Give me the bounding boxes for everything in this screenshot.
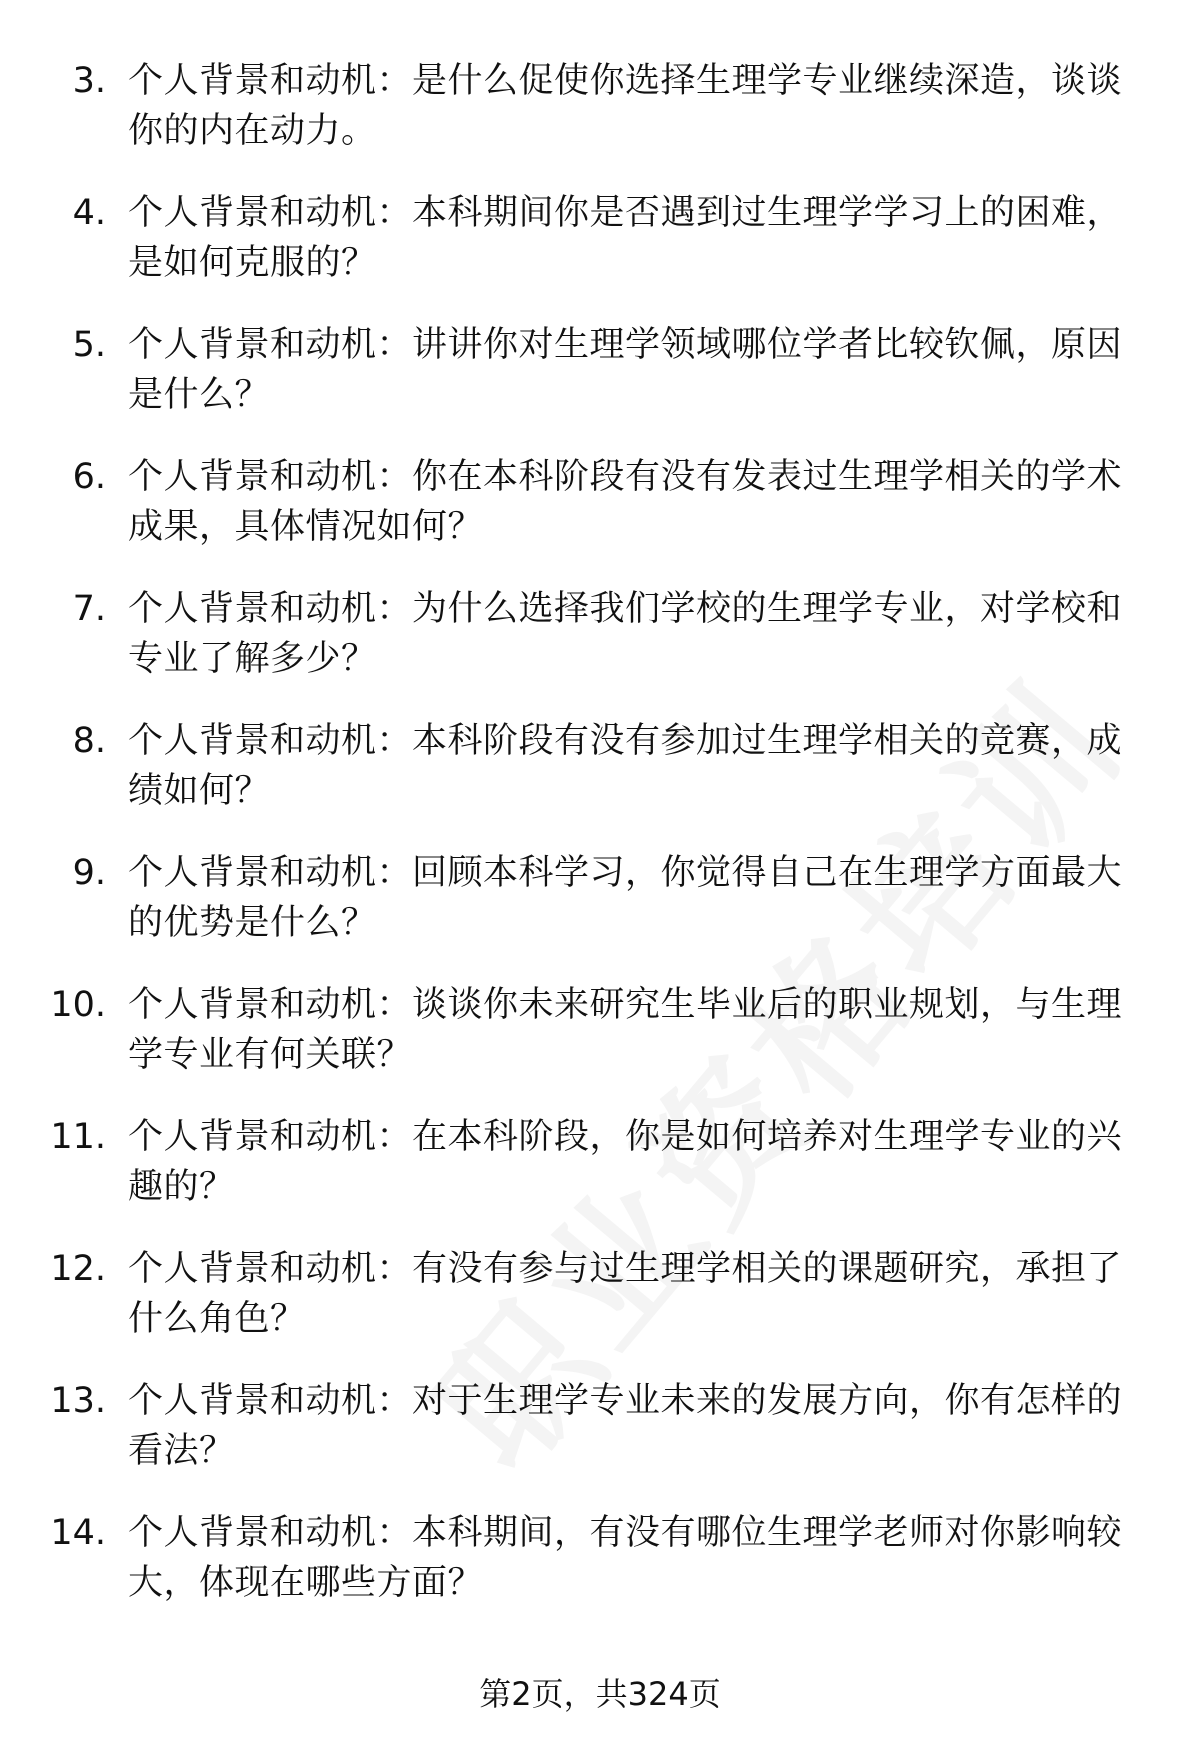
question-number: 7. xyxy=(72,589,106,629)
question-number: 11. xyxy=(50,1117,106,1157)
question-item xyxy=(0,584,1200,716)
question-text: 个人背景和动机：讲讲你对生理学领域哪位学者比较钦佩，原因是什么？ xyxy=(128,325,1123,415)
question-text: 个人背景和动机：本科阶段有没有参加过生理学相关的竞赛，成绩如何？ xyxy=(128,721,1123,811)
question-item xyxy=(0,56,1200,188)
question-item xyxy=(0,1112,1200,1244)
question-item xyxy=(0,320,1200,452)
question-text: 个人背景和动机：在本科阶段，你是如何培养对生理学专业的兴趣的？ xyxy=(128,1117,1123,1207)
question-item xyxy=(0,1508,1200,1640)
question-text: 个人背景和动机：有没有参与过生理学相关的课题研究，承担了什么角色？ xyxy=(128,1249,1123,1339)
question-text: 个人背景和动机：本科期间，有没有哪位生理学老师对你影响较大，体现在哪些方面？ xyxy=(128,1513,1123,1603)
question-item xyxy=(0,452,1200,584)
question-number: 4. xyxy=(72,193,106,233)
question-text: 个人背景和动机：对于生理学专业未来的发展方向，你有怎样的看法？ xyxy=(128,1381,1123,1471)
question-text: 个人背景和动机：你在本科阶段有没有发表过生理学相关的学术成果，具体情况如何？ xyxy=(128,457,1123,547)
question-number: 12. xyxy=(50,1249,106,1289)
question-number: 9. xyxy=(72,853,106,893)
question-text: 个人背景和动机：是什么促使你选择生理学专业继续深造，谈谈你的内在动力。 xyxy=(128,61,1123,151)
question-number: 6. xyxy=(72,457,106,497)
question-text: 个人背景和动机：为什么选择我们学校的生理学专业，对学校和专业了解多少？ xyxy=(128,589,1123,679)
question-number: 5. xyxy=(72,325,106,365)
question-item xyxy=(0,1376,1200,1508)
question-text: 个人背景和动机：本科期间你是否遇到过生理学学习上的困难，是如何克服的？ xyxy=(128,193,1123,283)
question-item xyxy=(0,980,1200,1112)
question-text: 个人背景和动机：回顾本科学习，你觉得自己在生理学方面最大的优势是什么？ xyxy=(128,853,1123,943)
question-item xyxy=(0,1244,1200,1376)
question-number: 3. xyxy=(72,61,106,101)
question-item xyxy=(0,716,1200,848)
question-number: 8. xyxy=(72,721,106,761)
question-item xyxy=(0,188,1200,320)
question-number: 14. xyxy=(50,1513,106,1553)
question-number: 13. xyxy=(50,1381,106,1421)
question-item xyxy=(0,848,1200,980)
page-number-footer: 第2页，共324页 xyxy=(479,1675,721,1713)
question-number: 10. xyxy=(50,985,106,1025)
question-list xyxy=(0,56,1200,1640)
question-text: 个人背景和动机：谈谈你未来研究生毕业后的职业规划，与生理学专业有何关联？ xyxy=(128,985,1123,1075)
